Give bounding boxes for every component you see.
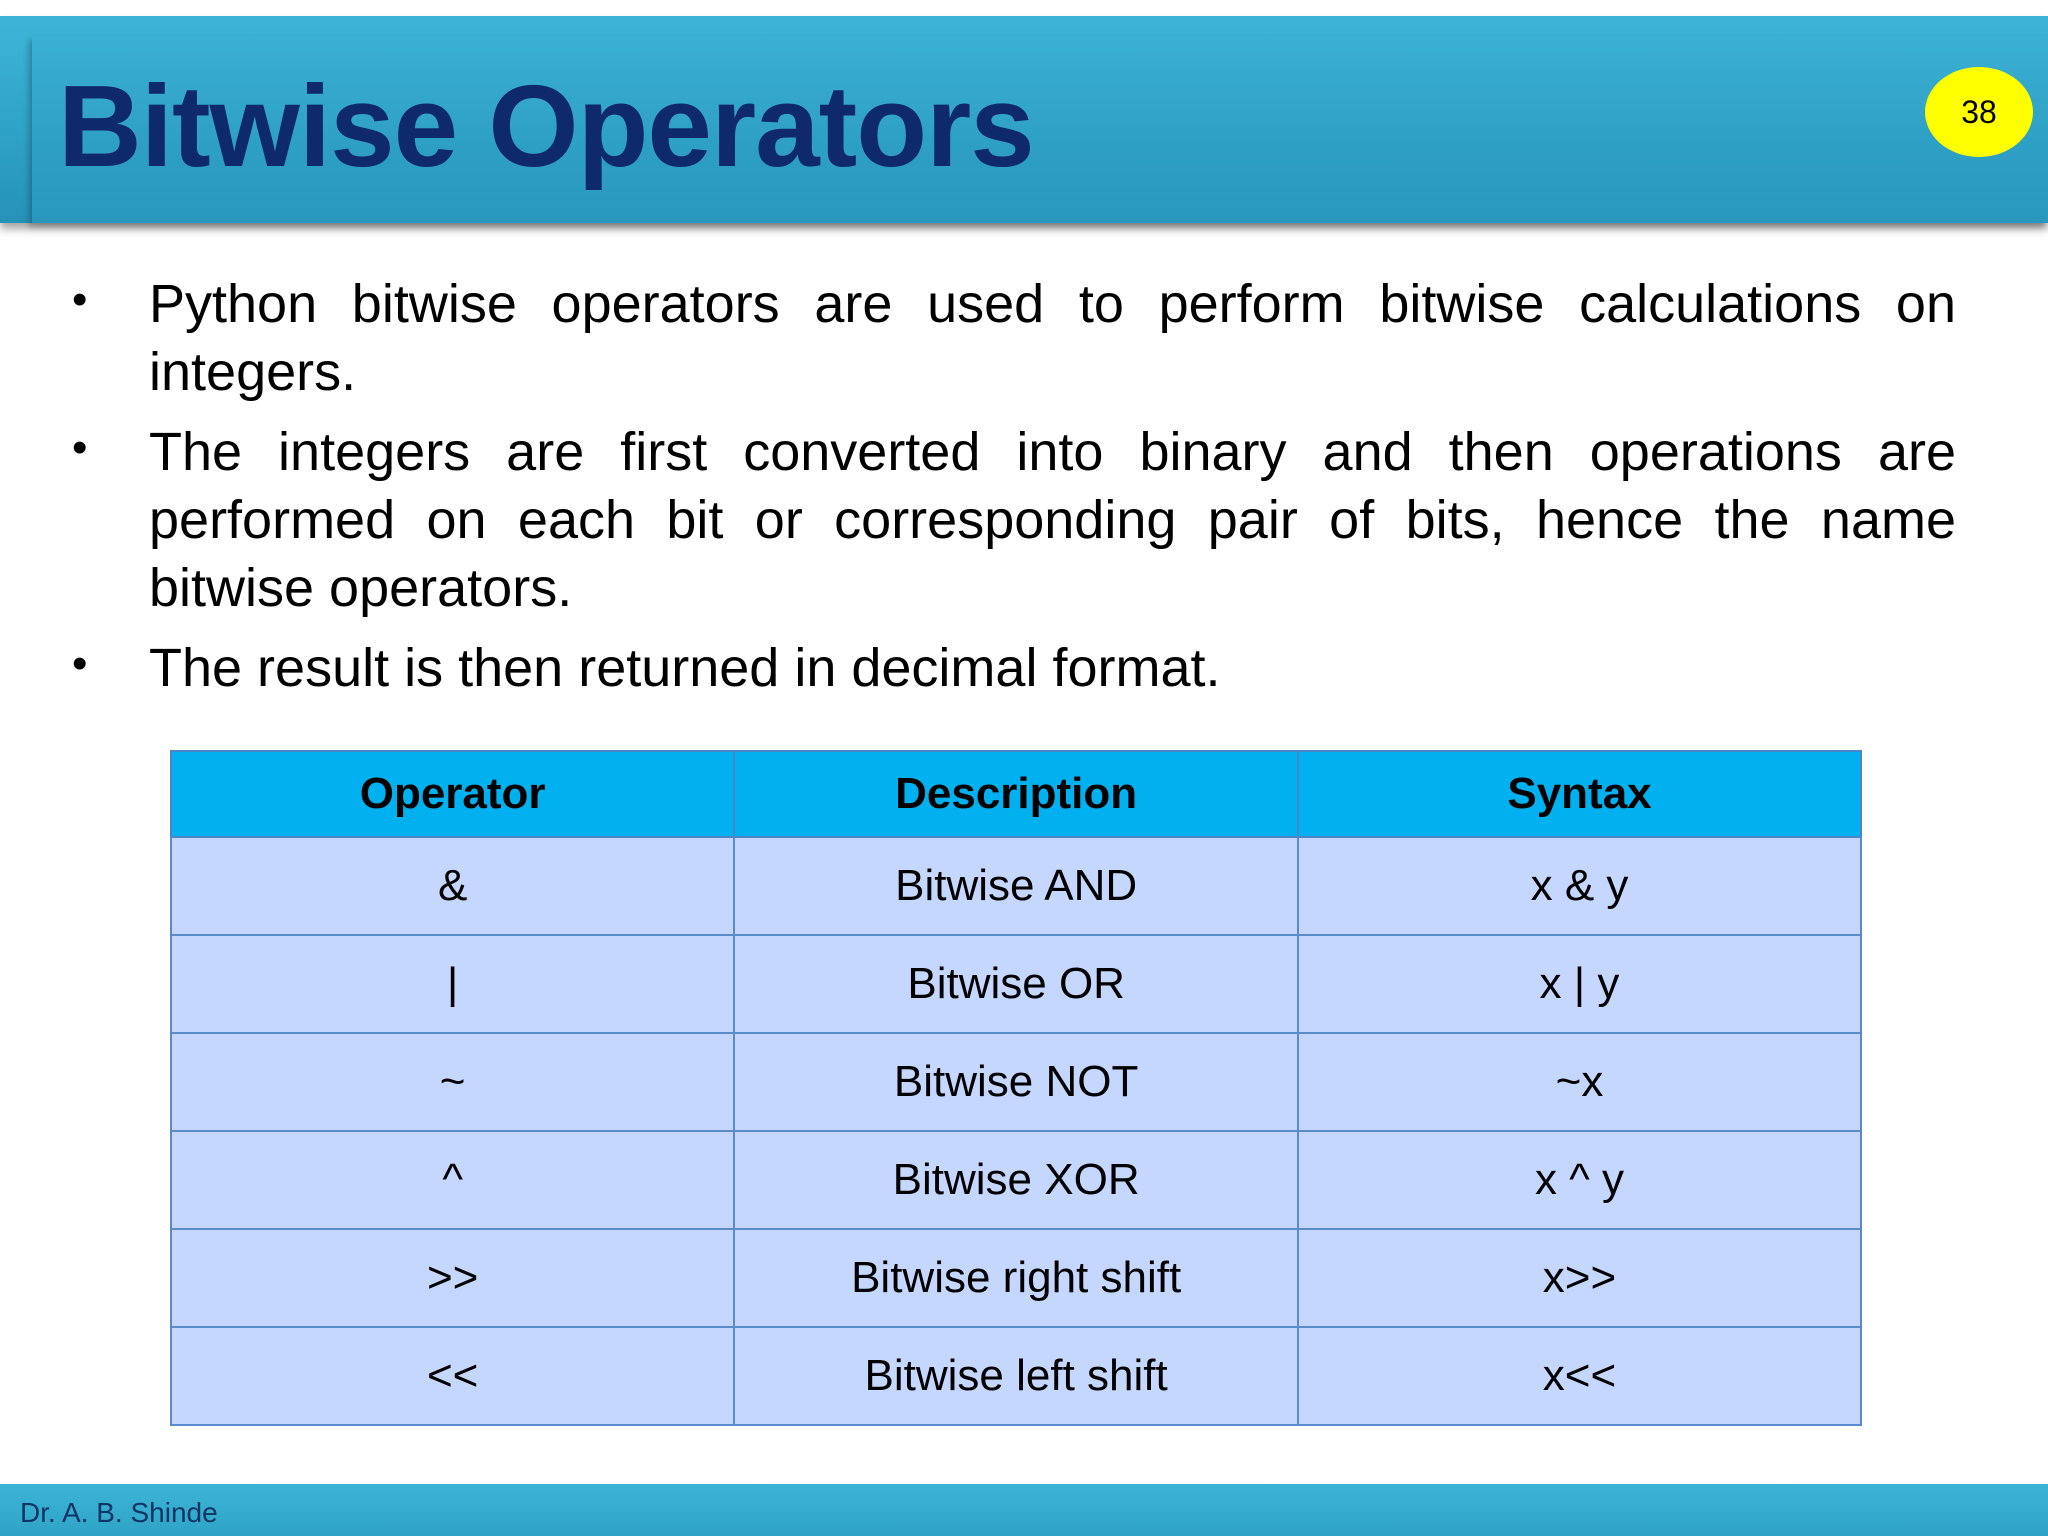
description-cell: Bitwise NOT <box>734 1033 1298 1131</box>
bullet-list <box>60 270 1956 714</box>
description-cell: Bitwise AND <box>734 837 1298 935</box>
operator-cell: ~ <box>171 1033 734 1131</box>
footer-author: Dr. A. B. Shinde <box>20 1497 218 1528</box>
slide-title: Bitwise Operators <box>58 61 1034 191</box>
description-cell: Bitwise XOR <box>734 1131 1298 1229</box>
syntax-cell: x ^ y <box>1298 1131 1861 1229</box>
syntax-cell: x>> <box>1298 1229 1861 1327</box>
bullet-text: Python bitwise operators are used to perform bitwise calculations on integers. <box>149 274 1956 402</box>
bullet-text: The integers are first converted into binary and then operations are performed on each bit or corresponding pair of bits, hence the name bitwise operators. <box>149 422 1956 618</box>
bullet-item <box>60 634 1956 702</box>
operator-cell: & <box>171 837 734 935</box>
table-row <box>171 1033 1861 1131</box>
table-row <box>171 1131 1861 1229</box>
operator-cell: >> <box>171 1229 734 1327</box>
footer-bar <box>0 1484 2048 1536</box>
table-row <box>171 1229 1861 1327</box>
bullet-text: The result is then returned in decimal format. <box>149 638 1221 698</box>
syntax-cell: ~x <box>1298 1033 1861 1131</box>
table-row <box>171 935 1861 1033</box>
description-cell: Bitwise left shift <box>734 1327 1298 1425</box>
syntax-cell: x | y <box>1298 935 1861 1033</box>
operator-cell: | <box>171 935 734 1033</box>
syntax-cell: x<< <box>1298 1327 1861 1425</box>
description-cell: Bitwise right shift <box>734 1229 1298 1327</box>
operator-cell: << <box>171 1327 734 1425</box>
bullet-item <box>60 418 1956 622</box>
syntax-cell: x & y <box>1298 837 1861 935</box>
table-row <box>171 837 1861 935</box>
bullet-icon: • <box>72 275 88 324</box>
page-number-badge: 38 <box>1925 67 2033 157</box>
description-cell: Bitwise OR <box>734 935 1298 1033</box>
bullet-icon: • <box>72 639 88 688</box>
operators-table <box>170 750 1862 1426</box>
table-header-row <box>171 751 1861 837</box>
column-header-operator: Operator <box>171 751 734 837</box>
column-header-description: Description <box>734 751 1298 837</box>
bullet-item <box>60 270 1956 406</box>
operator-cell: ^ <box>171 1131 734 1229</box>
column-header-syntax: Syntax <box>1298 751 1861 837</box>
bullet-icon: • <box>72 423 88 472</box>
table-row <box>171 1327 1861 1425</box>
